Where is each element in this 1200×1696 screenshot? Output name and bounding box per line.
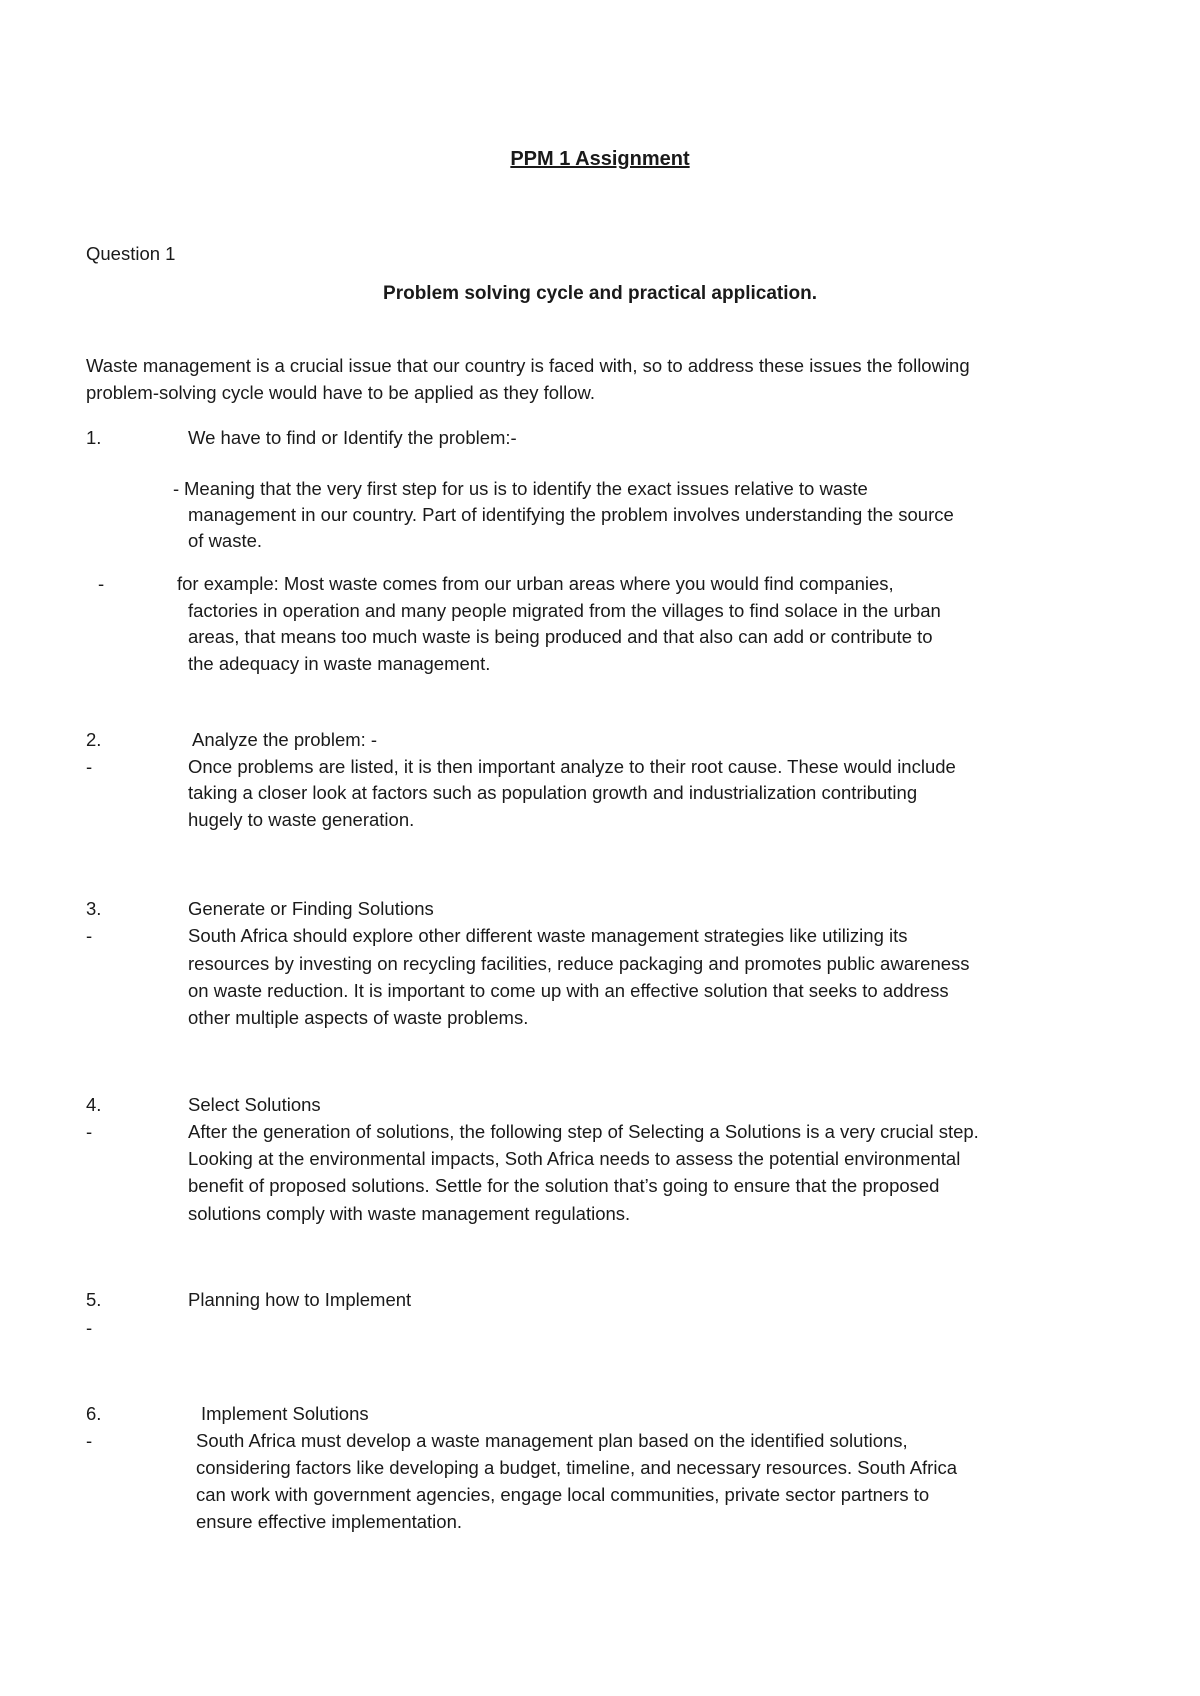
bullet-dash: - [86,1430,93,1451]
step-number: 4. [86,1094,102,1115]
bullet-line: hugely to waste generation. [188,809,415,830]
bullet-line: of waste. [188,530,263,551]
bullet-line: other multiple aspects of waste problems. [188,1007,529,1028]
bullet-line: Meaning that the very first step for us is to identify the exact issues relative to waste [184,478,868,499]
intro-line: Waste management is a crucial issue that our country is faced with, so to address these issues the following [86,355,970,376]
bullet-line: South Africa must develop a waste management plan based on the identified solutions, [196,1430,908,1451]
bullet-line: Looking at the environmental impacts, Soth Africa needs to assess the potential environmental [188,1148,961,1169]
bullet-line: areas, that means too much waste is being produced and that also can add or contribute to [188,626,933,647]
bullet-dash: - [86,925,93,946]
step-number: 5. [86,1289,102,1310]
bullet-line: benefit of proposed solutions. Settle for the solution that’s going to ensure that the proposed [188,1175,940,1196]
bullet-dash: - [173,478,180,499]
bullet-line: South Africa should explore other different waste management strategies like utilizing its [188,925,908,946]
bullet-dash: - [86,1121,93,1142]
bullet-line: ensure effective implementation. [196,1511,463,1532]
bullet-line: for example: Most waste comes from our urban areas where you would find companies, [177,573,894,594]
bullet-dash: - [86,756,93,777]
bullet-line: solutions comply with waste management regulations. [188,1203,631,1224]
document-title: PPM 1 Assignment [510,148,690,170]
bullet-line: resources by investing on recycling facilities, reduce packaging and promotes public awareness [188,953,970,974]
step-heading: We have to find or Identify the problem:- [188,427,517,448]
step-heading: Generate or Finding Solutions [188,898,434,919]
bullet-line: Once problems are listed, it is then important analyze to their root cause. These would include [188,756,956,777]
step-heading: Planning how to Implement [188,1289,412,1310]
step-number: 1. [86,427,102,448]
bullet-line: the adequacy in waste management. [188,653,491,674]
bullet-line: can work with government agencies, engage local communities, private sector partners to [196,1484,930,1505]
bullet-line: management in our country. Part of identifying the problem involves understanding the source [188,504,954,525]
bullet-dash: - [86,1317,93,1338]
question-label: Question 1 [86,243,176,264]
step-number: 3. [86,898,102,919]
bullet-line: on waste reduction. It is important to come up with an effective solution that seeks to address [188,980,949,1001]
step-number: 6. [86,1403,102,1424]
step-heading: Select Solutions [188,1094,321,1115]
intro-line: problem-solving cycle would have to be applied as they follow. [86,382,596,403]
bullet-line: After the generation of solutions, the following step of Selecting a Solutions is a very crucial step. [188,1121,979,1142]
bullet-line: taking a closer look at factors such as population growth and industrialization contributing [188,782,918,803]
step-heading: Implement Solutions [201,1403,369,1424]
step-number: 2. [86,729,102,750]
section-subtitle: Problem solving cycle and practical application. [383,283,817,304]
bullet-line: considering factors like developing a budget, timeline, and necessary resources. South Africa [196,1457,957,1478]
bullet-dash: - [98,573,105,594]
bullet-line: factories in operation and many people migrated from the villages to find solace in the urban [188,600,941,621]
step-heading: Analyze the problem: - [192,729,378,750]
